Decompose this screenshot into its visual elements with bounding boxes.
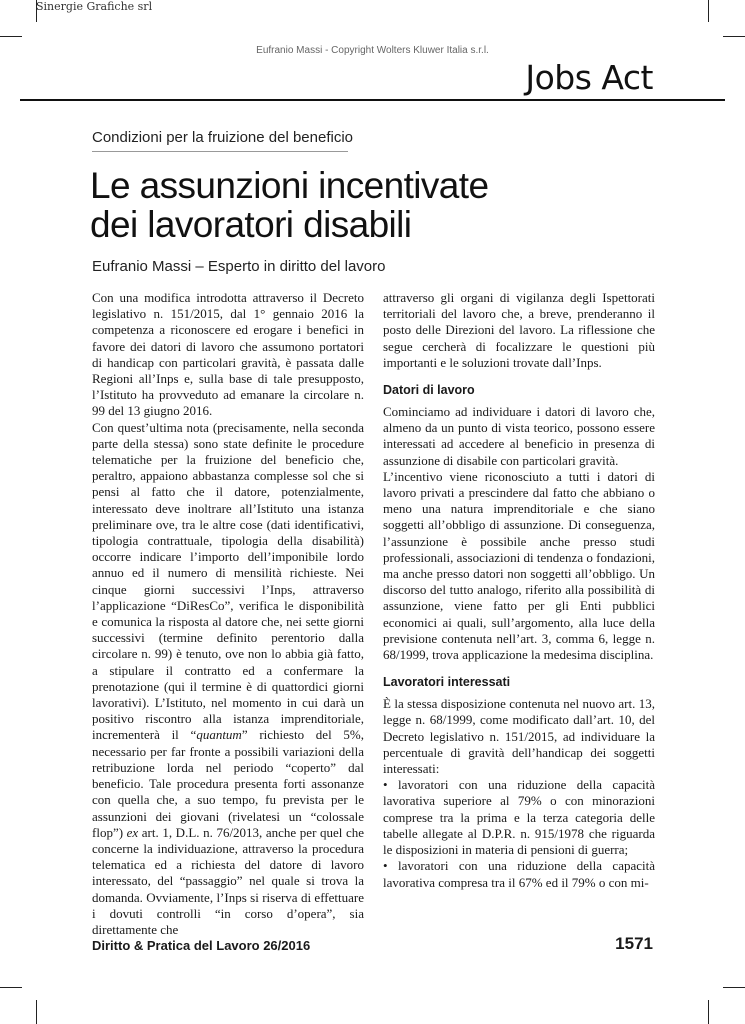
crop-mark <box>708 0 709 22</box>
headline-line-1: Le assunzioni incentivate <box>90 165 489 206</box>
paragraph: Con quest’ultima nota (precisamente, nella seconda parte della stessa) sono state definite le procedure telematiche per la fruizione del beneficio che, peraltro, appaiono abbastanza complesse sol che si pensi al fatto che il datore, potenzialmente, interessato deve inoltrare all’Istituto una istanza preliminare ove, tra le altre cose (dati identificativi, tipologia contrattuale, tipologia della disabilità) occorre indicare l’importo dell’imponibile lordo annuo ed il numero di mensilità richieste. Nei cinque giorni successivi l’Inps, attraverso l’applicazione “DiResCo”, verifica le disponibilità e comunica la risposta al datore che, nei sette giorni successivi (termine definito perentorio dalla circolare n. 99) è tenuto, ove non lo abbia già fatto, a stipulare il contratto ed a confermare la prenotazione (qui il termine è di quattordici giorni lavorativi). L’Istituto, nel momento in cui darà un positivo riscontro alla istanza imprenditoriale, incrementerà il “quantum” richiesto del 5%, necessario per far fronte a possibili variazioni della retribuzione lorda nel periodo “coperto” dal beneficio. Tale procedura presenta forti assonanze con quella che, a suo tempo, fu prevista per le assunzioni dei giovani (rivelatesi un “colossale flop”) ex art. 1, D.L. n. 76/2013, anche per quel che concerne la individuazione, attraverso la procedura telematica ed a richiesta del datore di lavoro interessato, del “passaggio” nel quale si trova la domanda. Ovviamente, l’Inps si riserva di effettuare i dovuti controlli “in corso d’opera”, sia direttamente che <box>92 419 365 937</box>
paragraph: Cominciamo ad individuare i datori di lavoro che, almeno da un punto di vista teorico, possono essere interessati ad accedere al beneficio in presenza di assunzione di disabile con particolari gravità. <box>383 404 655 468</box>
subheading-lavoratori: Lavoratori interessati <box>383 675 511 690</box>
headline-line-2: dei lavoratori disabili <box>90 204 412 245</box>
paragraph: È la stessa disposizione contenuta nel nuovo art. 13, legge n. 68/1999, come modificato dall’art. 10, del Decreto legislativo n. 151/2015, ad individuare la percentuale di gravità dell’handicap dei soggetti interessati: <box>383 696 655 777</box>
article-headline <box>90 166 488 244</box>
crop-mark <box>36 1000 37 1024</box>
paragraph: L’incentivo viene riconosciuto a tutti i datori di lavoro privati a prescindere dal fatto che abbiano o meno una natura imprenditoriale e che siano soggetti all’obbligo di assunzione. Di conseguenza, l’assunzione è possibile anche presso studi professionali, associazioni di tendenza o fondazioni, ma anche presso datori non soggetti all’obbligo. Un discorso del tutto analogo, riferito alla possibilità di assunzione, viene fatto per gli Enti pubblici economici ai quali, sull’argomento, alla luce della previsione contenuta nell’art. 3, comma 6, legge n. 68/1999, trova applicazione la medesima disciplina. <box>383 468 655 663</box>
left-column <box>92 290 364 938</box>
section-title: Jobs Act <box>525 58 653 97</box>
kicker-underline <box>92 151 348 152</box>
crop-mark <box>723 36 745 37</box>
crop-mark <box>0 36 22 37</box>
article-author: Eufranio Massi – Esperto in diritto del lavoro <box>92 258 386 275</box>
crop-mark <box>723 987 745 988</box>
bullet-item: • lavoratori con una riduzione della capacità lavorativa compresa tra il 67% ed il 79% o con mi- <box>383 858 655 890</box>
crop-mark <box>0 987 22 988</box>
bullet-item: • lavoratori con una riduzione della capacità lavorativa superiore al 79% o con minorazioni comprese tra la prima e la terza categoria delle tabelle allegate al D.P.R. n. 915/1978 che riguarda le disposizioni in materia di pensioni di guerra; <box>383 777 655 858</box>
right-column <box>383 290 655 891</box>
header-rule <box>20 99 725 101</box>
copyright-notice: Eufranio Massi - Copyright Wolters Kluwer Italia s.r.l. <box>256 45 489 56</box>
crop-mark <box>708 1000 709 1024</box>
paragraph: attraverso gli organi di vigilanza degli Ispettorati territoriali del lavoro che, a breve, prenderanno il posto delle Direzioni del lavoro. La riflessione che segue cercherà di focalizzare le questioni più importanti e le soluzioni trovate dall’Inps. <box>383 290 655 370</box>
article-kicker: Condizioni per la fruizione del beneficio <box>92 129 353 146</box>
printer-mark: Sinergie Grafiche srl <box>36 0 153 13</box>
paragraph: Con una modifica introdotta attraverso il Decreto legislativo n. 151/2015, dal 1° gennaio 2016 la competenza a riconoscere ed erogare i benefici in favore dei datori di lavoro che assumono portatori di handicap con particolari gravità, è passata dalle Regioni all’Inps e, sulla base di tale presupposto, l’Istituto ha provveduto ad emanare la circolare n. 99 del 13 giugno 2016. <box>92 290 364 419</box>
subheading-datori: Datori di lavoro <box>383 383 475 398</box>
journal-footer: Diritto & Pratica del Lavoro 26/2016 <box>92 938 311 953</box>
page-number: 1571 <box>615 934 653 953</box>
